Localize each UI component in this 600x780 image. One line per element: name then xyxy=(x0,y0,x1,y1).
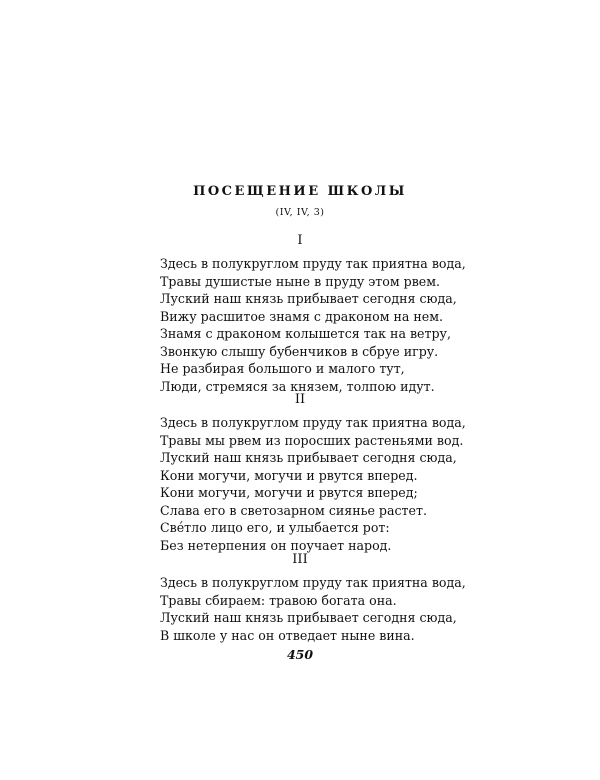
section-number-3: III xyxy=(292,552,308,567)
stanza-2 xyxy=(160,414,560,554)
verse-line: Кони могучи, могучи и рвутся вперед. xyxy=(160,467,418,483)
verse-line: Вижу расшитое знамя с драконом на нем. xyxy=(160,308,444,324)
poem-reference: (IV, IV, 3) xyxy=(275,207,325,218)
verse-line: Травы сбираем: травою богата она. xyxy=(160,592,397,608)
section-number-2: II xyxy=(294,392,306,407)
stanza-3 xyxy=(160,574,560,644)
verse-line: Слава его в светозарном сиянье растет. xyxy=(160,502,427,518)
verse-line: Знамя с драконом колышется так на ветру, xyxy=(160,326,451,341)
verse-line: Кони могучи, могучи и рвутся вперед; xyxy=(160,485,418,500)
verse-line: Не разбирая большого и малого тут, xyxy=(160,361,405,376)
verse-line: Здесь в полукруглом пруду так приятна вода, xyxy=(160,575,466,590)
verse-line: Здесь в полукруглом пруду так приятна вода, xyxy=(160,256,466,271)
page-number: 450 xyxy=(286,647,314,662)
verse-line: Звонкую слышу бубенчиков в сбруе игру. xyxy=(160,343,439,359)
poem-title: ПОСЕЩЕНИЕ ШКОЛЫ xyxy=(193,184,407,199)
section-number-1: I xyxy=(297,233,303,248)
verse-line: Свéтло лицо его, и улыбается рот: xyxy=(160,520,390,535)
verse-line: Без нетерпения он поучает народ. xyxy=(160,537,392,553)
verse-line: Здесь в полукруглом пруду так приятна вода, xyxy=(160,415,466,430)
verse-line: Люди, стремяся за князем, толпою идут. xyxy=(160,378,435,394)
stanza-1 xyxy=(160,255,560,395)
verse-line: В школе у нас он отведает ныне вина. xyxy=(160,627,415,643)
verse-line: Луский наш князь прибывает сегодня сюда, xyxy=(160,610,457,625)
verse-line: Травы душистые ныне в пруду этом рвем. xyxy=(160,273,441,289)
verse-line: Луский наш князь прибывает сегодня сюда, xyxy=(160,291,457,306)
verse-line: Луский наш князь прибывает сегодня сюда, xyxy=(160,450,457,465)
verse-line: Травы мы рвем из поросших растеньями вод. xyxy=(160,432,464,448)
